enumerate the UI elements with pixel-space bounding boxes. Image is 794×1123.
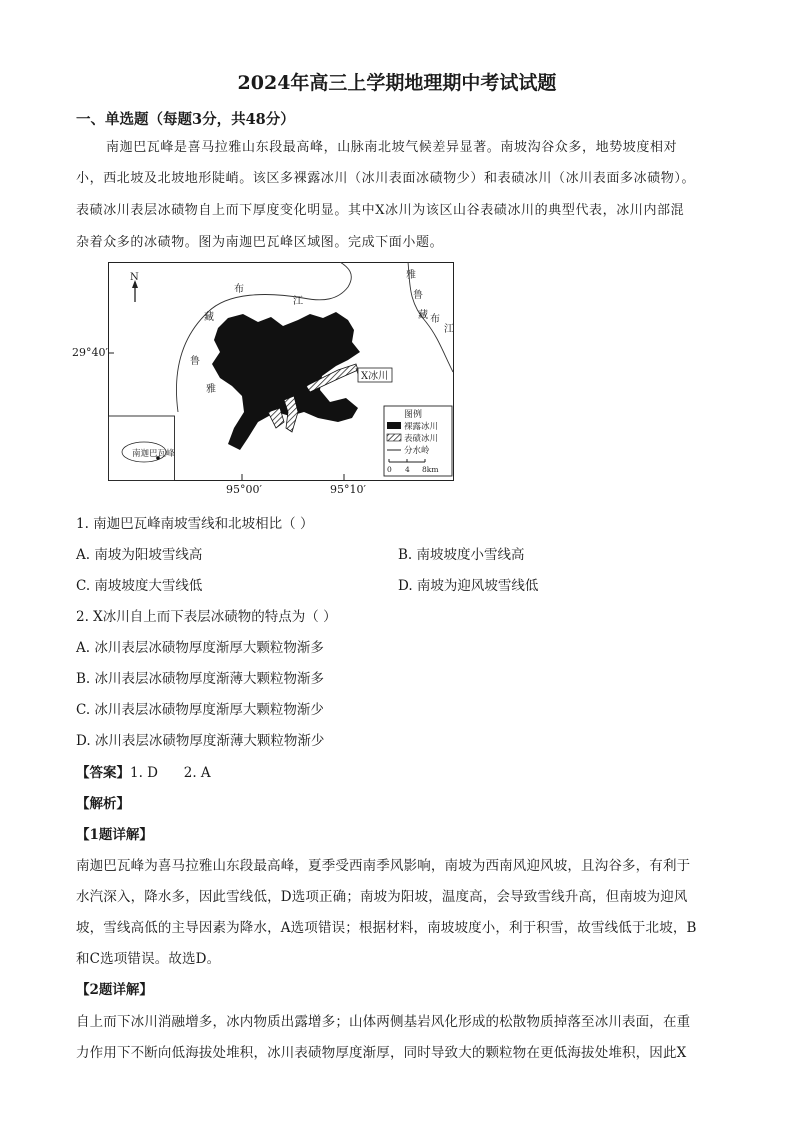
answer-text: 1. D 2. A (130, 765, 211, 781)
river-r-4: 布 (430, 314, 440, 325)
river-r-5: 江 (444, 324, 454, 335)
legend-debris-swatch (387, 434, 401, 441)
q2-option-a: A. 冰川表层冰碛物厚度渐厚大颗粒物渐多 (76, 640, 324, 656)
river-char-2: 布 (234, 284, 244, 295)
intro-line-3: 表碛冰川表层冰碛物自上而下厚度变化明显。其中X冰川为该区山谷表碛冰川的典型代表，冰川内部混 (76, 203, 685, 218)
intro-line-1: 南迦巴瓦峰是喜马拉雅山东段最高峰，山脉南北坡气候差异显著。南坡沟谷众多，地势坡度相对 (106, 140, 678, 155)
scale-8: 8km (422, 465, 439, 474)
river-char-5: 雅 (206, 384, 216, 395)
river-r-3: 藏 (418, 310, 428, 321)
legend-title: 图例 (404, 410, 423, 420)
north-label: N (130, 272, 139, 283)
detail-2-tag: 【2题详解】 (76, 982, 153, 998)
legend-debris-label: 表碛冰川 (404, 434, 439, 444)
river-r-1: 雅 (406, 270, 416, 281)
answer-tag: 【答案】 (76, 765, 130, 781)
detail-1-line-2: 水汽深入，降水多，因此雪线低，D选项正确；南坡为阳坡，温度高，会导致雪线升高，但南坡为迎风 (76, 889, 688, 905)
answer-row (76, 761, 211, 781)
q2-option-d: D. 冰川表层冰碛物厚度渐薄大颗粒物渐少 (76, 733, 325, 749)
x-glacier-label: X冰川 (361, 371, 389, 382)
intro-line-4: 杂着众多的冰碛物。图为南迦巴瓦峰区域图。完成下面小题。 (76, 235, 444, 250)
q2-option-c: C. 冰川表层冰碛物厚度渐厚大颗粒物渐少 (76, 702, 324, 718)
legend-bare-label: 裸露冰川 (404, 422, 439, 432)
detail-2-line-1: 自上而下冰川消融增多，冰内物质出露增多；山体两侧基岩风化形成的松散物质掉落至冰川表面，在重 (76, 1014, 691, 1030)
q1-option-a: A. 南坡为阳坡雪线高 (76, 547, 203, 563)
river-char-3: 江 (293, 296, 303, 307)
legend-divide-label: 分水岭 (404, 446, 430, 456)
lat-label: 29°40′ (72, 346, 108, 359)
detail-2-line-2: 力作用下不断向低海拔处堆积，冰川表碛物厚度渐厚，同时导致大的颗粒物在更低海拔处堆积，因此X (76, 1045, 687, 1061)
q2-stem: 2. X冰川自上而下表层冰碛物的特点为（ ） (76, 609, 337, 625)
q1-option-b: B. 南坡坡度小雪线高 (398, 547, 525, 563)
intro-line-2: 小，西北坡及北坡地形陡峭。该区多裸露冰川（冰川表面冰碛物少）和表碛冰川（冰川表面多冰碛物）。 (76, 171, 696, 186)
analysis-tag: 【解析】 (76, 796, 130, 812)
river-char-1: 藏 (204, 312, 214, 323)
inset-label: 南迦巴瓦峰 (132, 449, 175, 459)
section-heading: 一、单选题（每题3分，共48分） (76, 111, 295, 128)
legend-bare-swatch (387, 422, 401, 429)
detail-1-line-3: 坡，雪线高低的主导因素为降水，A选项错误；根据材料，南坡坡度小，利于积雪，故雪线低于北坡，B (76, 920, 697, 936)
river-char-4: 鲁 (190, 356, 200, 367)
scale-0: 0 (387, 465, 392, 474)
lon-label-2: 95°10′ (330, 483, 366, 496)
scale-4: 4 (405, 465, 410, 474)
q1-option-d: D. 南坡为迎风坡雪线低 (398, 578, 539, 594)
q1-option-c: C. 南坡坡度大雪线低 (76, 578, 203, 594)
region-map (108, 262, 478, 498)
q2-option-b: B. 冰川表层冰碛物厚度渐薄大颗粒物渐多 (76, 671, 325, 687)
lon-label-1: 95°00′ (226, 483, 262, 496)
page-title: 2024年高三上学期地理期中考试试题 (237, 72, 557, 94)
detail-1-line-4: 和C选项错误。故选D。 (76, 951, 221, 967)
river-r-2: 鲁 (413, 290, 423, 301)
detail-1-line-1: 南迦巴瓦峰为喜马拉雅山东段最高峰，夏季受西南季风影响，南坡为西南风迎风坡，且沟谷多，有利于 (76, 858, 691, 874)
detail-1-tag: 【1题详解】 (76, 827, 153, 843)
q1-stem: 1. 南迦巴瓦峰南坡雪线和北坡相比（ ） (76, 516, 314, 532)
